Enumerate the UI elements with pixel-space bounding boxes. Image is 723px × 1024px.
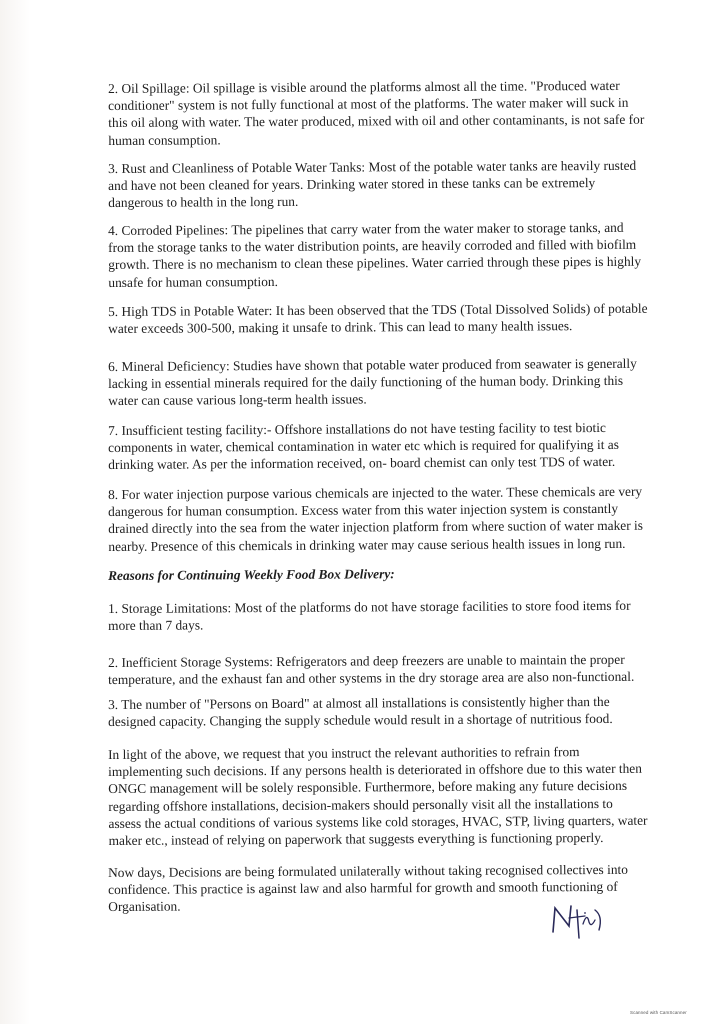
water-issue-corroded-pipelines: 4. Corroded Pipelines: The pipelines that carry water from the water maker to storage tanks, and from the storage tanks to the water distribution points, are heavily corroded and filled with biofilm growth. There is no mechanism to clean these pipelines. Water carried through these pipes is highly unsafe for human consumption. [108, 219, 642, 290]
water-issue-oil-spillage: 2. Oil Spillage: Oil spillage is visible around the platforms almost all the time. "Produced water conditioner" system is not fully functional at most of the platforms. The water maker will suck in this oil along with water. The water produced, mixed with oil and other contaminants, is not safe for human consumption. [108, 77, 645, 148]
food-delivery-heading: Reasons for Continuing Weekly Food Box Delivery: [108, 566, 395, 583]
closing-request-paragraph: In light of the above, we request that you instruct the relevant authorities to refrain from implementing such decisions. If any persons health is deteriorated in offshore due to this water then ONGC management will be solely responsible. Furthermore, before making any future decisions regarding offshore installations, decision-makers should personally visit all the installations to assess the actual conditions of various systems like cold storages, HVAC, STP, living quarters, water maker etc., instead of relying on paperwork that suggests everything is functioning properly. [108, 744, 648, 849]
food-reason-persons-on-board: 3. The number of "Persons on Board" at almost all installations is consistently higher than the designed capacity. Changing the supply schedule would result in a shortage of nutritious food. [108, 693, 613, 730]
signature-icon [545, 898, 615, 942]
water-issue-high-tds: 5. High TDS in Potable Water: It has been observed that the TDS (Total Dissolved Solids) of potable water exceeds 300-500, making it unsafe to drink. This can lead to many health issues. [108, 300, 648, 337]
water-issue-testing-facility: 7. Insufficient testing facility:- Offshore installations do not have testing facility to test biotic components in water, chemical contamination in water etc which is required for qualifying it as drinking water. As per the information received, on- board chemist can only test TDS of water. [108, 419, 619, 473]
scan-edge-shadow [0, 0, 30, 1024]
closing-unilateral-paragraph: Now days, Decisions are being formulated unilaterally without taking recognised collectives into confidence. This practice is against law and also harmful for growth and smooth functioning of Organisation. [108, 861, 628, 915]
water-issue-mineral-deficiency: 6. Mineral Deficiency: Studies have shown that potable water produced from seawater is generally lacking in essential minerals required for the daily functioning of the human body. Drinking this water can cause various long-term health issues. [108, 355, 637, 409]
food-reason-inefficient-storage: 2. Inefficient Storage Systems: Refrigerators and deep freezers are unable to maintain the proper temperature, and the exhaust fan and other systems in the dry storage area are also non-functional. [108, 651, 635, 688]
food-reason-storage-limitations: 1. Storage Limitations: Most of the platforms do not have storage facilities to store food items for more than 7 days. [108, 597, 631, 634]
water-issue-injection-chemicals: 8. For water injection purpose various chemicals are injected to the water. These chemicals are very dangerous for human consumption. Excess water from this water injection system is constantly drained directly into the sea from the water injection platform from where suction of water maker is nearby. Presence of this chemicals in drinking water may cause serious health issues in long run. [108, 483, 644, 554]
camscanner-watermark: Scanned with CamScanner [630, 1010, 687, 1015]
water-issue-rust-tanks: 3. Rust and Cleanliness of Potable Water Tanks: Most of the potable water tanks are heavily rusted and have not been cleaned for years. Drinking water stored in these tanks can be extremely dangerous to health in the long run. [108, 157, 637, 211]
